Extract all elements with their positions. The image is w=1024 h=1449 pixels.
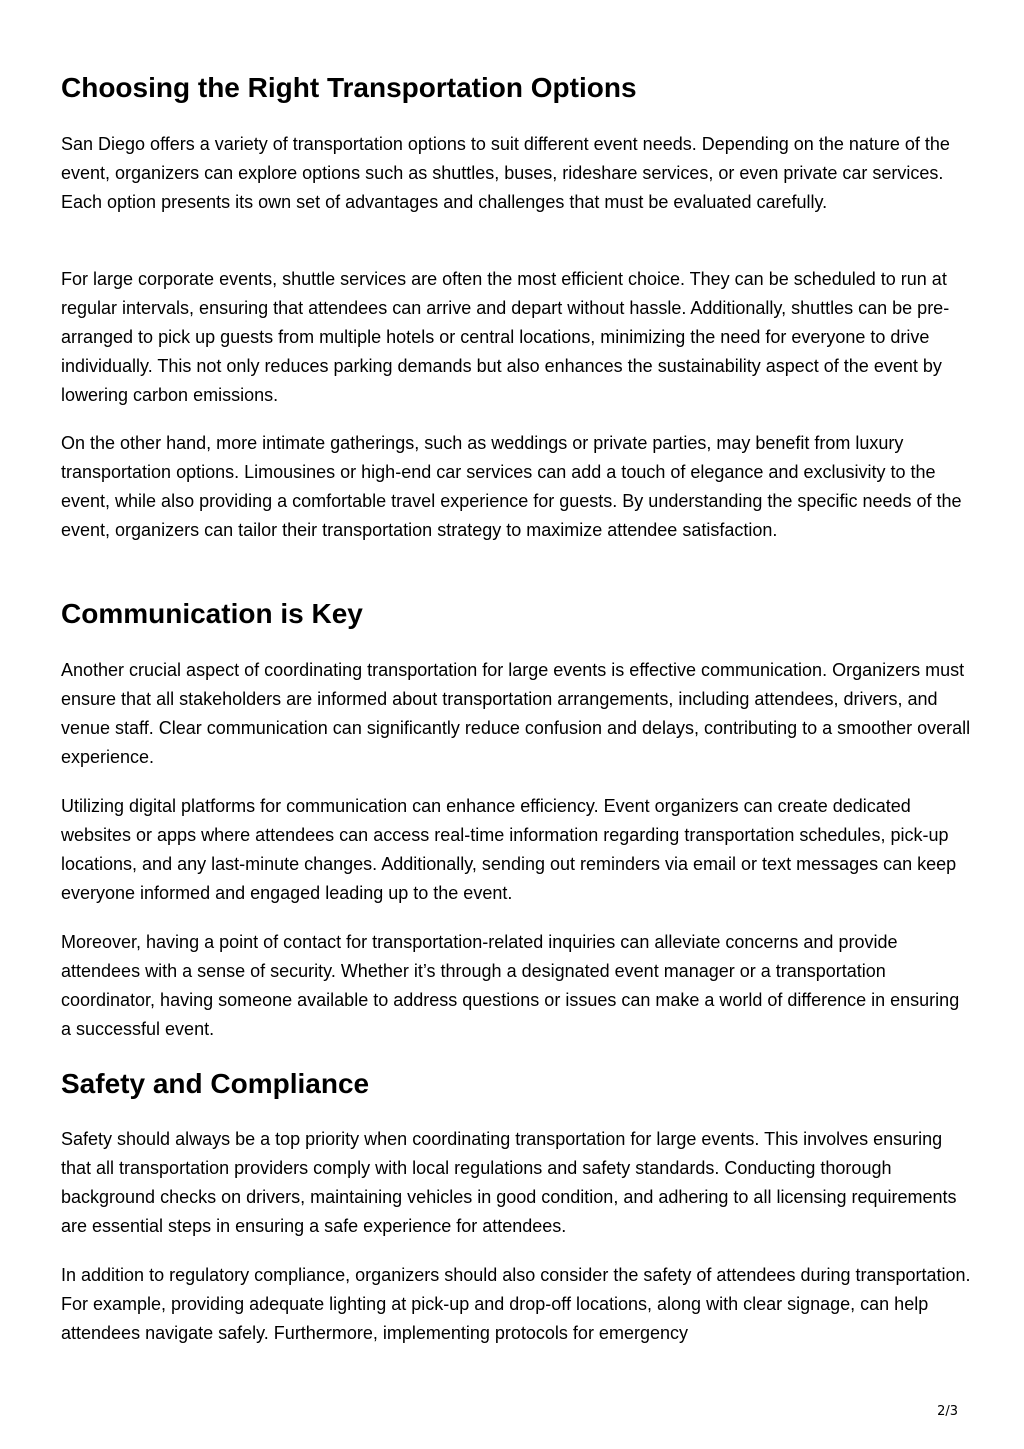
paragraph: In addition to regulatory compliance, organizers should also consider the safety of attendees during transportation. For example, providing adequate lighting at pick-up and drop-off locations, along with clear signage, can help attendees navigate safely. Furthermore, implementing protocols for emergency [61, 1265, 971, 1343]
section-heading-safety-compliance: Safety and Compliance [61, 1068, 370, 1099]
paragraph: On the other hand, more intimate gatherings, such as weddings or private parties, may benefit from luxury transportation options. Limousines or high-end car services can add a touch of elegance and exclusivity to the event, while also providing a comfortable travel experience for guests. By understanding the specific needs of the event, organizers can tailor their transportation strategy to maximize attendee satisfaction. [61, 433, 962, 540]
paragraph: Safety should always be a top priority when coordinating transportation for large events. This involves ensuring that all transportation providers comply with local regulations and safety standards. Conducting thorough background checks on drivers, maintaining vehicles in good condition, and adhering to all licensing requirements are essential steps in ensuring a safe experience for attendees. [61, 1129, 957, 1236]
paragraph: Moreover, having a point of contact for transportation-related inquiries can alleviate concerns and provide attendees with a sense of security. Whether it’s through a designated event manager or a transportation coordinator, having someone available to address questions or issues can make a world of difference in ensuring a successful event. [61, 932, 960, 1039]
paragraph: For large corporate events, shuttle services are often the most efficient choice. They can be scheduled to run at regular intervals, ensuring that attendees can arrive and depart without hassle. Additionally, shuttles can be pre-arranged to pick up guests from multiple hotels or central locations, minimizing the need for everyone to drive individually. This not only reduces parking demands but also enhances the sustainability aspect of the event by lowering carbon emissions. [61, 269, 950, 405]
section-heading-communication: Communication is Key [61, 598, 363, 629]
paragraph: Another crucial aspect of coordinating transportation for large events is effective communication. Organizers must ensure that all stakeholders are informed about transportation arrangements, including attendees, drivers, and venue staff. Clear communication can significantly reduce confusion and delays, contributing to a smoother overall experience. [61, 660, 971, 767]
paragraph: San Diego offers a variety of transportation options to suit different event needs. Depending on the nature of the event, organizers can explore options such as shuttles, buses, rideshare services, or even private car services. Each option presents its own set of advantages and challenges that must be evaluated carefully. [61, 134, 950, 212]
page-number: 2/3 [937, 1404, 958, 1419]
section-heading-transportation-options: Choosing the Right Transportation Options [61, 72, 637, 103]
paragraph: Utilizing digital platforms for communication can enhance efficiency. Event organizers can create dedicated websites or apps where attendees can access real-time information regarding transportation schedules, pick-up locations, and any last-minute changes. Additionally, sending out reminders via email or text messages can keep everyone informed and engaged leading up to the event. [61, 796, 957, 903]
